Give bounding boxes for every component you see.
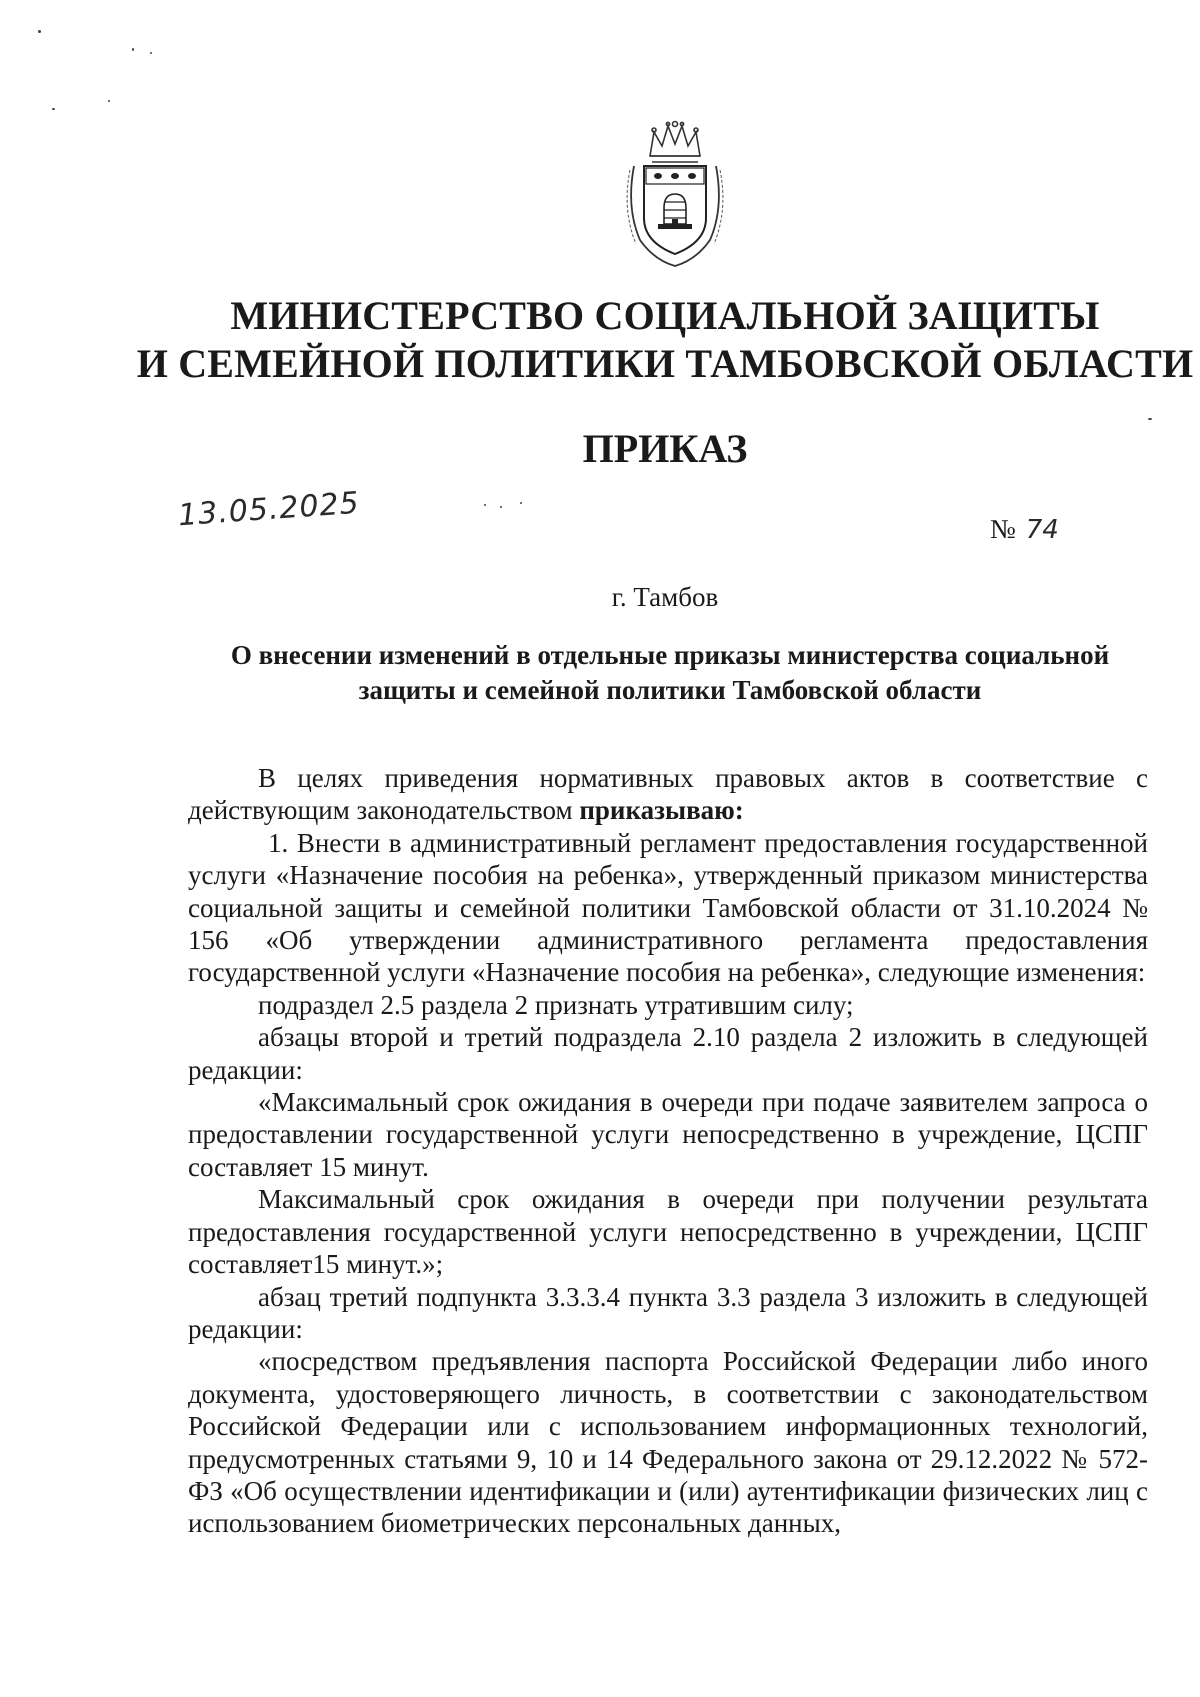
scan-speck [1148,418,1152,420]
document-number [990,512,1059,547]
preamble-order-word: приказываю: [579,795,744,826]
paragraph-subsection-2-5: подраздел 2.5 раздела 2 признать утратившим силу; [258,989,854,1020]
ministry-name [0,292,1200,388]
scan-speck [132,48,134,51]
scan-speck [52,108,55,110]
city: г. Тамбов [611,582,719,612]
document-type: ПРИКАЗ [582,426,748,471]
scan-speck [484,504,486,506]
document-title [205,638,1135,708]
ministry-name-line2: И СЕМЕЙНОЙ ПОЛИТИКИ ТАМБОВСКОЙ ОБЛАСТИ [136,341,1194,386]
ministry-name-line1: МИНИСТЕРСТВО СОЦИАЛЬНОЙ ЗАЩИТЫ [230,293,1100,338]
scan-speck [500,506,502,508]
paragraph-quote-3: «посредством предъявления паспорта Российской Федерации либо иного документа, удостоверяющего личность, в соответствии с законодательством Российской Федерации или с использованием информационных технологий, предусмотренных статьями 9, 10 и 14 Федерального закона от 29.12.2022 № 572-ФЗ «Об осуществлении идентификации и (или) аутентификации физических лиц с использованием биометрических персональных данных, [188,1346,1148,1539]
scan-speck [38,30,41,33]
number-value: 74 [1025,515,1059,545]
scan-speck [520,502,522,504]
scan-speck [150,52,152,54]
paragraph-subsection-2-10: абзацы второй и третий подраздела 2.10 раздела 2 изложить в следующей редакции: [188,1022,1148,1085]
paragraph-quote-2: Максимальный срок ожидания в очереди при получении результата предоставления государственной услуги непосредственно в учреждении, ЦСПГ составляет15 минут.»; [188,1184,1148,1280]
document-body [188,762,1148,1540]
paragraph-quote-1: «Максимальный срок ожидания в очереди при подаче заявителем запроса о предоставлении государственной услуги непосредственно в учреждение, ЦСПГ составляет 15 минут. [188,1087,1148,1182]
preamble-text: В целях приведения нормативных правовых актов в соответствие с действующим законодательством [188,763,1148,826]
paragraph-preamble [188,762,1148,827]
coat-of-arms-emblem [620,118,730,268]
title-line2: защиты и семейной политики Тамбовской области [358,675,982,705]
paragraph-subitem-3-3-3-4: абзац третий подпункта 3.3.3.4 пункта 3.3 раздела 3 изложить в следующей редакции: [188,1281,1148,1344]
number-label: № [990,514,1016,544]
document-date: 13.05.2025 [177,485,361,534]
title-line1: О внесении изменений в отдельные приказы министерства социальной [230,640,1110,670]
paragraph-item-1: 1. Внести в административный регламент предоставления государственной услуги «Назначение пособия на ребенка», утвержденный приказом министерства социальной защиты и семейной политики Тамбовской области от 31.10.2024 № 156 «Об утверждении административного регламента предоставления государственной услуги «Назначение пособия на ребенка», следующие изменения: [188,827,1148,988]
scan-speck [108,100,110,102]
